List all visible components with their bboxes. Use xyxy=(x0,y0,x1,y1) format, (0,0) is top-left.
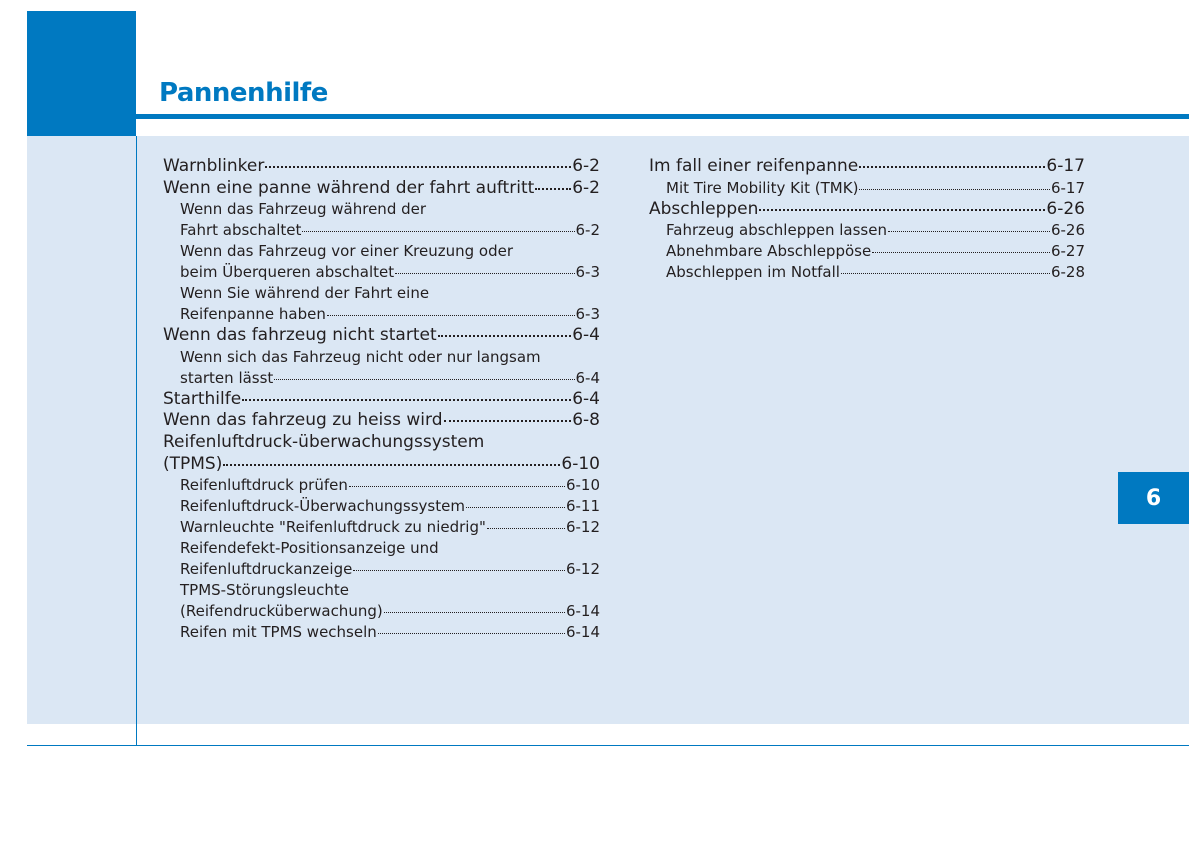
toc-entry-title: Abschleppen im Notfall xyxy=(666,263,840,282)
toc-entry-title: Wenn das fahrzeug nicht startet xyxy=(163,325,437,346)
toc-page-number: 6-2 xyxy=(572,177,600,198)
toc-subentry[interactable] xyxy=(163,241,600,283)
vertical-divider xyxy=(136,136,137,746)
toc-page-number: 6-3 xyxy=(575,263,600,282)
toc-subentry[interactable] xyxy=(163,517,600,538)
toc-entry[interactable] xyxy=(163,410,600,432)
toc-entry-title-line: TPMS-Störungsleuchte xyxy=(180,581,349,600)
dot-leader xyxy=(759,209,1045,211)
toc-entry[interactable] xyxy=(649,199,1085,221)
toc-entry-title: Mit Tire Mobility Kit (TMK) xyxy=(666,178,859,197)
toc-entry-title: Abnehmbare Abschleppöse xyxy=(666,242,872,261)
toc-entry-title-line: Wenn Sie während der Fahrt eine xyxy=(180,284,430,303)
toc-column-right xyxy=(649,156,1085,283)
toc-subentry[interactable] xyxy=(163,580,600,622)
title-rule xyxy=(136,114,1189,119)
toc-subentry[interactable] xyxy=(163,622,600,643)
toc-entry-title: Fahrt abschaltet xyxy=(180,221,302,240)
dot-leader xyxy=(223,464,560,466)
toc-entry-title: Fahrzeug abschleppen lassen xyxy=(666,221,887,240)
toc-subentry[interactable] xyxy=(163,496,600,517)
toc-subentry[interactable] xyxy=(649,241,1085,262)
dot-leader xyxy=(302,231,574,232)
toc-column-left xyxy=(163,156,600,643)
toc-page-number: 6-17 xyxy=(1050,178,1085,197)
chapter-corner-block xyxy=(27,11,136,136)
toc-entry-title: Warnleuchte "Reifenluftdruck zu niedrig" xyxy=(180,518,486,537)
toc-page-number: 6-8 xyxy=(572,410,600,431)
toc-entry[interactable] xyxy=(163,325,600,347)
toc-subentry[interactable] xyxy=(163,475,600,496)
dot-leader xyxy=(265,166,571,168)
toc-entry-title-line: Wenn das Fahrzeug vor einer Kreuzung oder xyxy=(180,242,514,261)
dot-leader xyxy=(535,188,571,190)
toc-entry[interactable] xyxy=(163,389,600,411)
dot-leader xyxy=(859,189,1050,190)
toc-entry-title-line: Reifendefekt-Positionsanzeige und xyxy=(180,539,439,558)
toc-page-number: 6-26 xyxy=(1050,221,1085,240)
dot-leader xyxy=(888,231,1050,232)
dot-leader xyxy=(242,399,571,401)
toc-entry-title-line: Wenn das Fahrzeug während der xyxy=(180,200,427,219)
toc-page-number: 6-17 xyxy=(1046,156,1085,176)
toc-entry-title: Wenn eine panne während der fahrt auftritt xyxy=(163,177,535,198)
toc-entry[interactable] xyxy=(163,432,600,475)
dot-leader xyxy=(274,379,574,380)
toc-subentry[interactable] xyxy=(649,220,1085,241)
toc-entry-title: (Reifendrucküberwachung) xyxy=(180,602,383,621)
toc-page-number: 6-14 xyxy=(565,602,600,621)
toc-page-number: 6-27 xyxy=(1050,242,1085,261)
toc-page-number: 6-2 xyxy=(575,221,600,240)
toc-subentry[interactable] xyxy=(649,178,1085,199)
dot-leader xyxy=(378,633,565,634)
toc-subentry[interactable] xyxy=(163,538,600,580)
toc-entry-title: starten lässt xyxy=(180,368,274,387)
toc-page-number: 6-2 xyxy=(572,156,600,176)
dot-leader xyxy=(872,252,1050,253)
dot-leader xyxy=(327,315,575,316)
toc-entry-title-line: Reifenluftdruck-überwachungssystem xyxy=(163,431,485,452)
toc-entry-title: Starthilfe xyxy=(163,388,242,409)
toc-page-number: 6-10 xyxy=(561,453,600,474)
toc-subentry[interactable] xyxy=(163,347,600,389)
dot-leader xyxy=(859,166,1045,168)
dot-leader xyxy=(438,335,572,337)
toc-page-number: 6-12 xyxy=(565,560,600,579)
dot-leader xyxy=(841,273,1050,274)
toc-entry-title: Reifenluftdruckanzeige xyxy=(180,560,353,579)
toc-subentry[interactable] xyxy=(163,199,600,241)
toc-entry-title: Reifenpanne haben xyxy=(180,305,326,324)
toc-entry-title: Wenn das fahrzeug zu heiss wird xyxy=(163,410,443,431)
dot-leader xyxy=(349,486,565,487)
toc-entry-title: Reifen mit TPMS wechseln xyxy=(180,623,377,642)
chapter-tab[interactable]: 6 xyxy=(1118,472,1189,524)
toc-entry[interactable] xyxy=(163,178,600,200)
dot-leader xyxy=(384,612,565,613)
dot-leader xyxy=(444,420,572,422)
toc-entry-title: Warnblinker xyxy=(163,156,265,176)
toc-page-number: 6-3 xyxy=(575,305,600,324)
toc-entry-title: Reifenluftdruck-Überwachungssystem xyxy=(180,497,465,516)
toc-page-number: 6-11 xyxy=(565,497,600,516)
page-title: Pannenhilfe xyxy=(159,78,328,108)
toc-entry-title: (TPMS) xyxy=(163,453,223,474)
bottom-rule xyxy=(27,745,1189,746)
toc-subentry[interactable] xyxy=(163,283,600,325)
toc-page-number: 6-26 xyxy=(1046,198,1085,219)
toc-entry-title: Reifenluftdruck prüfen xyxy=(180,476,348,495)
toc-entry-title-line: Wenn sich das Fahrzeug nicht oder nur langsam xyxy=(180,347,541,366)
toc-page-number: 6-4 xyxy=(572,325,600,346)
toc-entry-title: Im fall einer reifenpanne xyxy=(649,156,859,176)
dot-leader xyxy=(395,273,574,274)
toc-entry-title: beim Überqueren abschaltet xyxy=(180,263,395,282)
toc-page-number: 6-4 xyxy=(575,368,600,387)
toc-entry[interactable] xyxy=(163,156,600,178)
toc-page-number: 6-14 xyxy=(565,623,600,642)
toc-page-number: 6-4 xyxy=(572,388,600,409)
dot-leader xyxy=(353,570,565,571)
toc-subentry[interactable] xyxy=(649,262,1085,283)
toc-entry-title: Abschleppen xyxy=(649,198,759,219)
toc-page-number: 6-12 xyxy=(565,518,600,537)
toc-page-number: 6-10 xyxy=(565,476,600,495)
toc-entry[interactable] xyxy=(649,156,1085,178)
toc-page-number: 6-28 xyxy=(1050,263,1085,282)
dot-leader xyxy=(487,528,565,529)
dot-leader xyxy=(466,507,565,508)
